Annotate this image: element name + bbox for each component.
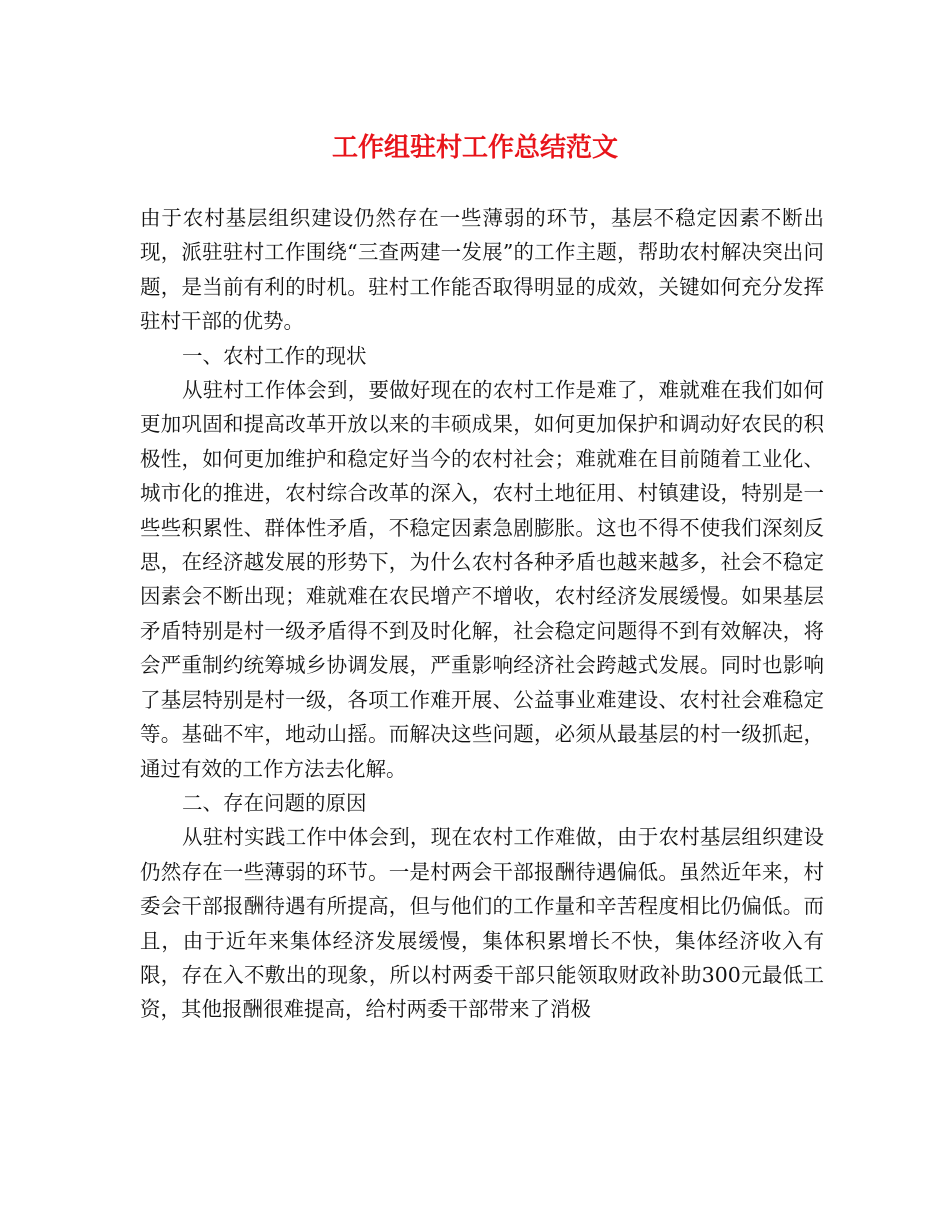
- body-paragraph: 从驻村实践工作中体会到，现在农村工作难做，由于农村基层组织建设仍然存在一些薄弱的环节。一是村两会干部报酬待遇偏低。虽然近年来，村委会干部报酬待遇有所提高，但与他们的工作量和辛苦程度相比仍偏低。而且，由于近年来集体经济发展缓慢，集体积累增长不快，集体经济收入有限，存在入不敷出的现象，所以村两委干部只能领取财政补助300元最低工资，其他报酬很难提高，给村两委干部带来了消极: [140, 825, 824, 1022]
- document-title: 工作组驻村工作总结范文: [331, 133, 618, 163]
- intro-paragraph: 由于农村基层组织建设仍然存在一些薄弱的环节，基层不稳定因素不断出现，派驻驻村工作围绕“三查两建一发展”的工作主题，帮助农村解决突出问题，是当前有利的时机。驻村工作能否取得明显的成效，关键如何充分发挥驻村干部的优势。: [140, 206, 824, 334]
- section-heading-causes: 二、存在问题的原因: [182, 790, 367, 815]
- document-body: [140, 201, 824, 1027]
- body-paragraph: 从驻村工作体会到，要做好现在的农村工作是难了，难就难在我们如何更加巩固和提高改革开放以来的丰硕成果，如何更加保护和调动好农民的积极性，如何更加维护和稳定好当今的农村社会；难就难在目前随着工业化、城市化的推进，农村综合改革的深入，农村土地征用、村镇建设，特别是一些些积累性、群体性矛盾，不稳定因素急剧膨胀。这也不得不使我们深刻反思，在经济越发展的形势下，为什么农村各种矛盾也越来越多，社会不稳定因素会不断出现；难就难在农民增产不增收，农村经济发展缓慢。如果基层矛盾特别是村一级矛盾得不到及时化解，社会稳定问题得不到有效解决，将会严重制约统筹城乡协调发展，严重影响经济社会跨越式发展。同时也影响了基层特别是村一级，各项工作难开展、公益事业难建设、农村社会难稳定等。基础不牢，地动山摇。而解决这些问题，必须从最基层的村一级抓起，通过有效的工作方法去化解。: [140, 378, 824, 781]
- section-heading-current-status: 一、农村工作的现状: [182, 343, 367, 368]
